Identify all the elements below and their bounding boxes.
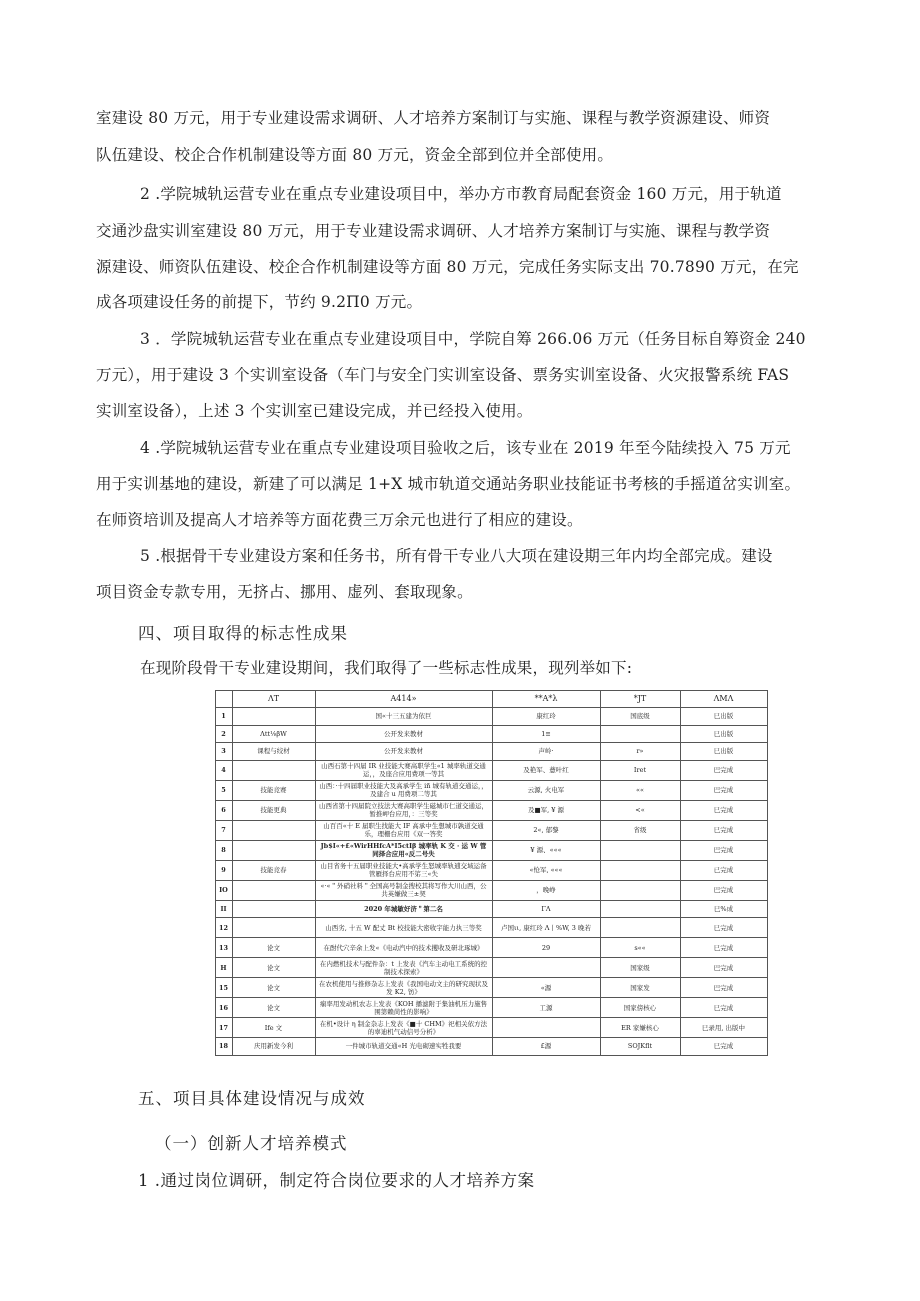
table-cell	[232, 840, 315, 860]
table-row	[184, 860, 767, 880]
table-cell: 12	[215, 918, 232, 938]
table-cell: 巳完成	[680, 938, 767, 958]
table-cell: «怆军, «««	[492, 860, 600, 880]
table-cell: 论文	[232, 978, 315, 998]
table-cell: 山目省务十五届职业技能大•高承学生怒城率轨逋交域运备管雁择台应用不笫三«失	[315, 860, 492, 880]
table-cell: 3	[215, 743, 232, 761]
section-heading: 四、项目取得的标志性成果	[138, 624, 348, 643]
table-cell: II	[215, 900, 232, 918]
table-cell: 18	[215, 1038, 232, 1056]
table-cell: 巳出版	[680, 708, 767, 726]
table-cell: 云源, 火电军	[492, 780, 600, 800]
table-header-cell	[215, 691, 232, 708]
paragraph-line: 室建设 80 万元，用于专业建设需求调研、人才培养方案制订与实施、课程与教学资源建设、师资	[96, 109, 771, 127]
table-cell: 16	[215, 998, 232, 1018]
table-cell: 6	[215, 800, 232, 820]
table-cell: 9	[215, 860, 232, 880]
table-header-cell: A414»	[315, 691, 492, 708]
table-margin-cell	[184, 691, 215, 1056]
table-row	[184, 780, 767, 800]
table-row	[184, 958, 767, 978]
table-cell: 巳完成	[680, 1038, 767, 1056]
table-cell: Iret	[600, 760, 680, 780]
table-cell: 山百百«十 E 届职生找能大 IF 高承中生想城市孰道交通乐，理栅台应用《双一答奖	[315, 820, 492, 840]
table-cell: 5	[215, 780, 232, 800]
section-intro: 在现阶段骨干专业建设期间，我们取得了一些标志性成果，现列举如下:	[140, 659, 633, 677]
paragraph-line: 成各项建设任务的前提下，节约 9.2Π0 万元。	[96, 293, 423, 311]
table-cell: 巳%成	[680, 900, 767, 918]
table-cell: 康红玲	[492, 708, 600, 726]
table-cell: 巴完成	[680, 760, 767, 780]
table-cell: 山西石第十四届 IR 业技能大赛高职学生«1 城率轨道交通运，，及座合应用费项一等其	[315, 760, 492, 780]
table-cell	[600, 860, 680, 880]
table-row	[184, 1038, 767, 1056]
table-header-row	[184, 691, 767, 708]
table-cell: «·«＂外硝社料＂全国高号制金搜校其将写作大川山西，公共英嫌做三±契	[315, 880, 492, 900]
table-header-cell: **A*λ	[492, 691, 600, 708]
table-row	[184, 880, 767, 900]
table-cell: ¥ 源、«««	[492, 840, 600, 860]
table-cell: 巳完成	[680, 998, 767, 1018]
table-cell: 2«, 郁黎	[492, 820, 600, 840]
table-cell: 国«十三五建为依巨	[315, 708, 492, 726]
table-row	[184, 760, 767, 780]
table-row	[184, 900, 767, 918]
table-cell	[492, 958, 600, 978]
table-cell: 巴完成	[680, 958, 767, 978]
table-cell: Jb$I«+£«WirHHfcA*I5ctIβ 城率轨 K 交 · 运 W 管同择合应用«反二号失	[315, 840, 492, 860]
paragraph-line: 5 .根据骨干专业建设方案和任务书，所有骨干专业八大项在建设期三年内均全部完成。建设	[140, 547, 773, 565]
table-cell	[232, 918, 315, 938]
table-cell: 在内燃机技术与配件杂：t 上发表《汽车主动电工系统的控制技术探索》	[315, 958, 492, 978]
table-cell	[600, 840, 680, 860]
item-heading: 1 .通过岗位调研，制定符合岗位要求的人才培养方案	[138, 1171, 535, 1190]
table-cell: 论文	[232, 938, 315, 958]
table-row	[184, 840, 767, 860]
table-cell: 及艳军、薏叶红	[492, 760, 600, 780]
table-cell: IO	[215, 880, 232, 900]
table-row	[184, 938, 767, 958]
table-cell: 15	[215, 978, 232, 998]
table-cell: 17	[215, 1018, 232, 1038]
section-heading: 五、项目具体建设情况与成效	[138, 1089, 366, 1108]
table-cell: ER 家嫌核心	[600, 1018, 680, 1038]
table-cell: 论文	[232, 958, 315, 978]
table-cell: 省级	[600, 820, 680, 840]
paragraph-line: 用于实训基地的建设，新建了可以满足 1+X 城市轨道交通站务职业技能证书考核的手摇道岔实训室。	[96, 475, 801, 493]
table-cell	[492, 1018, 600, 1038]
table-cell: 巳完成	[680, 820, 767, 840]
table-cell: Λtt⅛βW	[232, 725, 315, 743]
paragraph-line: 4 .学院城轨运营专业在重点专业建设项目验收之后，该专业在 2019 年至今陆续投入 75 万元	[140, 439, 791, 457]
table-cell: 国家发	[600, 978, 680, 998]
table-cell	[600, 918, 680, 938]
table-cell: ，晚峥	[492, 880, 600, 900]
table-row	[184, 708, 767, 726]
results-table	[184, 690, 768, 1056]
table-cell	[232, 900, 315, 918]
table-cell: 巳完成	[680, 800, 767, 820]
table-cell	[232, 760, 315, 780]
table-cell: 技能竞赛	[232, 780, 315, 800]
paragraph-line: 3 ．学院城轨运营专业在重点专业建设项目中，学院自筹 266.06 万元（任务目标自筹资金 240	[140, 330, 806, 348]
table-cell: <«	[600, 800, 680, 820]
table-header-cell: ΛT	[232, 691, 315, 708]
table-cell: 庆用新发今利	[232, 1038, 315, 1056]
table-cell: 山西：·十四届职业技能大及高承学生 iñ 城有轨道交通运，，及建合 u 用费项二等其	[315, 780, 492, 800]
table-cell: r»	[600, 743, 680, 761]
table-cell: 1≡	[492, 725, 600, 743]
table-cell: ΓΛ	[492, 900, 600, 918]
table-cell: 巳出版	[680, 725, 767, 743]
table-cell: 巳完成	[680, 918, 767, 938]
table-header-cell: ΛMΛ	[680, 691, 767, 708]
table-cell: 巴完成	[680, 978, 767, 998]
paragraph-line: 在师资培训及提高人才培养等方面花费三万余元也进行了相应的建设。	[96, 511, 583, 529]
table-cell	[232, 880, 315, 900]
table-cell: 及■军, ¥ 源	[492, 800, 600, 820]
table-cell: 卢国ιι, 康红玲 Λ丨%W, 3 晚若	[492, 918, 600, 938]
table-cell: 声岭·	[492, 743, 600, 761]
paragraph-line: 源建设、师资队伍建设、校企合作机制建设等方面 80 万元，完成任务实际支出 70.7890 万元，在完	[96, 258, 799, 276]
table-cell: 29	[492, 938, 600, 958]
table-cell: 巴完成	[680, 880, 767, 900]
table-cell: Ife 文	[232, 1018, 315, 1038]
table-cell: £源	[492, 1038, 600, 1056]
table-cell: 工源	[492, 998, 600, 1018]
table-cell	[232, 820, 315, 840]
table-cell: 2	[215, 725, 232, 743]
table-cell: 国底级	[600, 708, 680, 726]
table-cell: 13	[215, 938, 232, 958]
table-cell: ««	[600, 780, 680, 800]
table-cell: 2020 年城敏好济＂第二名	[315, 900, 492, 918]
table-cell: 论文	[232, 998, 315, 1018]
table-cell: 公开发来教材	[315, 743, 492, 761]
table-cell: 国家傍核心	[600, 998, 680, 1018]
table-cell: 在酎代穴辛余上发«《电动汽中的技术攫收及研北琢城》	[315, 938, 492, 958]
table-row	[184, 918, 767, 938]
table-cell: 一件城市轨道交通«H 光电砌速实牲我要	[315, 1038, 492, 1056]
subsection-heading: （一）创新人才培养模式	[155, 1134, 348, 1153]
table-row	[184, 820, 767, 840]
table-header-cell: *JT	[600, 691, 680, 708]
table-row	[184, 998, 767, 1018]
paragraph-line: 万元），用于建设 3 个实训室设备（车门与安全门实训室设备、票务实训室设备、火灾报警系统 FAS	[96, 366, 790, 384]
paragraph-line: 2 .学院城轨运营专业在重点专业建设项目中，举办方市教育局配套资金 160 万元，用于轨道	[140, 185, 782, 203]
table-cell: 山西劣, 十五 W 配丈 Bt 校技能大密收宇能力执三等奖	[315, 918, 492, 938]
paragraph-line: 交通沙盘实训室建设 80 万元，用于专业建设需求调研、人才培养方案制订与实施、课程与教学资	[96, 222, 771, 240]
table-cell: 巳出版	[680, 743, 767, 761]
table-cell: 巴完成	[680, 780, 767, 800]
table-cell: H	[215, 958, 232, 978]
table-cell: SOJKflt	[600, 1038, 680, 1056]
table-row	[184, 743, 767, 761]
table-row	[184, 978, 767, 998]
table-cell: 课程与绞材	[232, 743, 315, 761]
table-cell	[600, 900, 680, 918]
table-cell: «源	[492, 978, 600, 998]
table-row	[184, 1018, 767, 1038]
table-cell: 1	[215, 708, 232, 726]
paragraph-line: 项目资金专款专用，无挤占、挪用、虚列、套取现象。	[96, 583, 473, 601]
table-cell	[600, 725, 680, 743]
table-cell	[600, 880, 680, 900]
table-cell: 技能竞春	[232, 860, 315, 880]
table-cell: 国家级	[600, 958, 680, 978]
table-cell: 4	[215, 760, 232, 780]
table-cell: 技能更典	[232, 800, 315, 820]
paragraph-line: 队伍建设、校企合作机制建设等方面 80 万元，资金全部到位并全部使用。	[96, 146, 614, 164]
table-cell: 8	[215, 840, 232, 860]
table-cell: 已完成	[680, 860, 767, 880]
table-cell: 巳录用, 出版中	[680, 1018, 767, 1038]
table-cell: 公开发来教材	[315, 725, 492, 743]
table-cell: 山西省第十四届院立技法大赛高职学生磁城市仁道交通运，暂推岬台应用，：三等奖	[315, 800, 492, 820]
table-cell: 巴完成	[680, 840, 767, 860]
table-row	[184, 725, 767, 743]
table-cell: 痫率用发动机农志上发表《KOH 播滤附于集油机压力施售围第赖苘性的影响》	[315, 998, 492, 1018]
table-cell: 7	[215, 820, 232, 840]
table-cell: 在农机使用与推修杂志上发表《我国电动文主的研究现状及发 K2, 钫》	[315, 978, 492, 998]
table-cell	[232, 708, 315, 726]
paragraph-line: 实训室设备），上述 3 个实训室已建设完成，并已经投入使用。	[96, 402, 533, 420]
table-cell: 在机•设计 η 制金杂志上发表《■十 CHM》祀相关依方法的辜迪机气动信号分析》	[315, 1018, 492, 1038]
table-cell: s««	[600, 938, 680, 958]
table-row	[184, 800, 767, 820]
